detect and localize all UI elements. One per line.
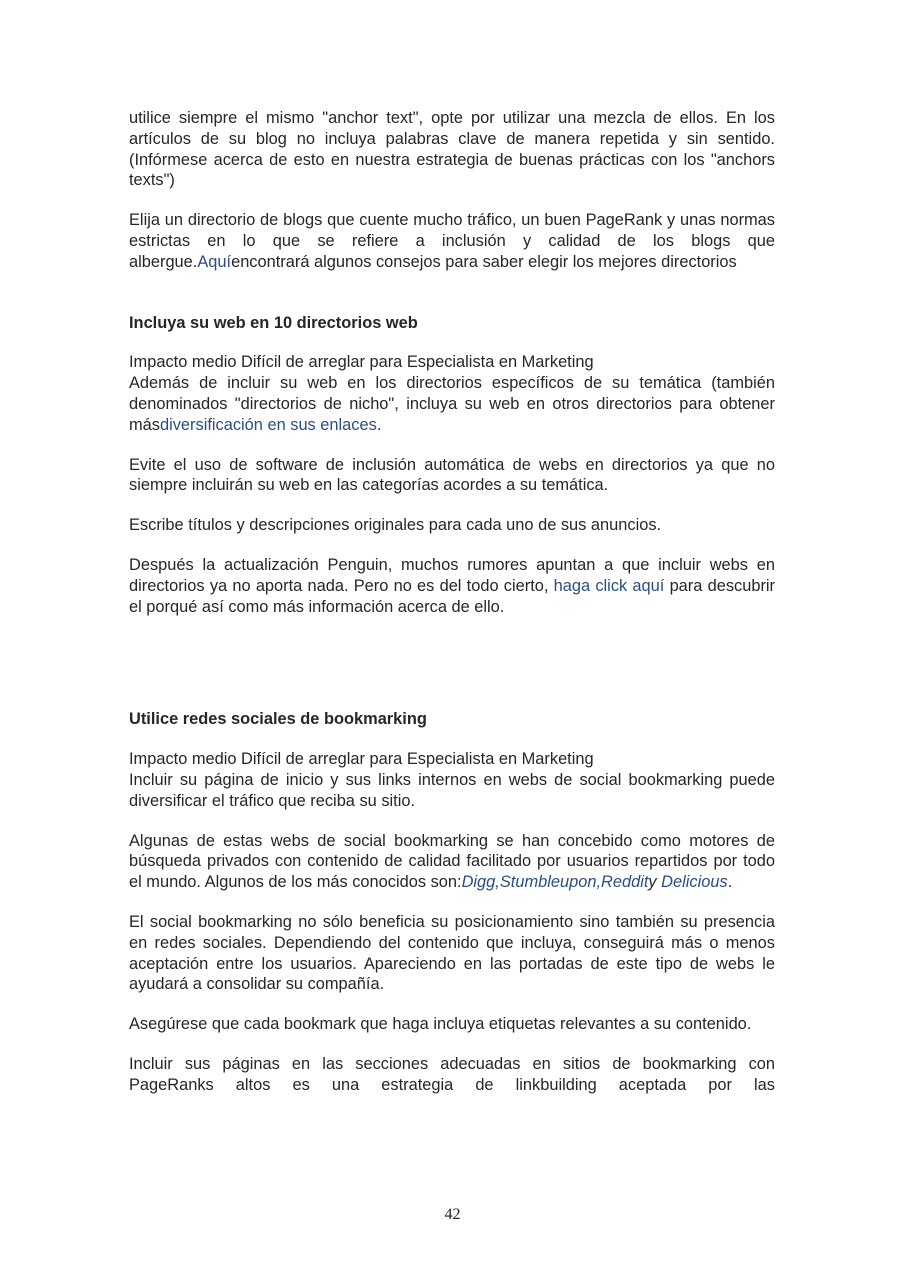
text-segment: Además de incluir su web en los directorios específicos de su temática (también denominados "directorios de nicho", incluya su web en otros directorios para obtener más <box>129 374 775 434</box>
heading-directories: Incluya su web en 10 directorios web <box>129 313 418 332</box>
delicious-link[interactable]: Delicious <box>661 873 728 892</box>
page-number: 42 <box>444 1206 461 1223</box>
text-segment: encontrará algunos consejos para saber elegir los mejores directorios <box>231 252 737 271</box>
comma-separator: , <box>596 873 602 892</box>
text-segment: para descubrir el porqué así como más información acerca de ello. <box>129 576 776 616</box>
paragraph-bookmarking-benefits: El social bookmarking no sólo beneficia su posicionamiento sino también su presencia en redes sociales. Dependiendo del contenido que incluya, conseguirá más o menos aceptación entre los usuarios. Apareciendo en las portadas de este tipo de webs le ayudará a consolidar su compañía. <box>129 912 775 994</box>
paragraph-bookmarking-tags: Asegúrese que cada bookmark que haga incluya etiquetas relevantes a su contenido. <box>129 1015 752 1034</box>
stumbleupon-link[interactable]: Stumbleupon <box>499 873 597 892</box>
text-segment: Algunas de estas webs de social bookmarking se han concebido como motores de búsqueda privados con contenido de calidad facilitado por usuarios repartidos por todo el mundo. Algunos de los más conocidos son: <box>129 831 775 892</box>
text-segment: Elija un directorio de blogs que cuente mucho tráfico, un buen PageRank y unas normas estrictas en lo que se refiere a inclusión y calidad de los blogs que albergue. <box>129 211 775 271</box>
text-segment: . <box>727 873 733 892</box>
paragraph-bookmarking-intro: Incluir su página de inicio y sus links internos en webs de social bookmarking puede diversificar el tráfico que reciba su sitio. <box>129 770 775 810</box>
and-separator: y <box>648 873 662 892</box>
spacer <box>129 292 775 313</box>
digg-link[interactable]: Digg <box>461 873 496 892</box>
paragraph-blog-directory <box>129 210 775 272</box>
text-segment: Después la actualización Penguin, muchos rumores apuntan a que incluir webs en directorios ya no aporta nada. Pero no es del todo cierto, <box>129 555 775 595</box>
click-here-link[interactable]: haga click aquí <box>553 576 665 595</box>
paragraph-bookmarking-sites <box>129 831 775 893</box>
paragraph-bookmarking-pagerank: Incluir sus páginas en las secciones adecuadas en sitios de bookmarking con PageRanks altos es una estrategia de linkbuilding aceptada por las <box>129 1054 775 1094</box>
paragraph-directories-intro <box>129 373 775 435</box>
paragraph-directories-penguin <box>129 555 775 617</box>
meta-directories: Impacto medio Difícil de arreglar para Especialista en Marketing <box>129 353 594 372</box>
paragraph-directories-titles: Escribe títulos y descripciones originales para cada uno de sus anuncios. <box>129 516 662 535</box>
aqui-link[interactable]: Aquí <box>197 252 232 271</box>
diversification-link[interactable]: diversificación en sus enlaces <box>159 415 377 434</box>
spacer <box>129 636 775 709</box>
meta-bookmarking: Impacto medio Difícil de arreglar para Especialista en Marketing <box>129 750 594 769</box>
paragraph-directories-software: Evite el uso de software de inclusión automática de webs en directorios ya que no siempre incluirán su web en las categorías acordes a su temática. <box>129 455 775 495</box>
comma-separator: , <box>495 873 500 892</box>
text-segment: . <box>376 415 382 434</box>
reddit-link[interactable]: Reddit <box>601 873 649 892</box>
heading-bookmarking: Utilice redes sociales de bookmarking <box>129 710 427 729</box>
page-content <box>129 108 775 1115</box>
paragraph-anchor-text: utilice siempre el mismo "anchor text", opte por utilizar una mezcla de ellos. En los artículos de su blog no incluya palabras clave de manera repetida y sin sentido. (Infórmese acerca de esto en nuestra estrategia de buenas prácticas con los "anchors texts") <box>129 109 775 190</box>
